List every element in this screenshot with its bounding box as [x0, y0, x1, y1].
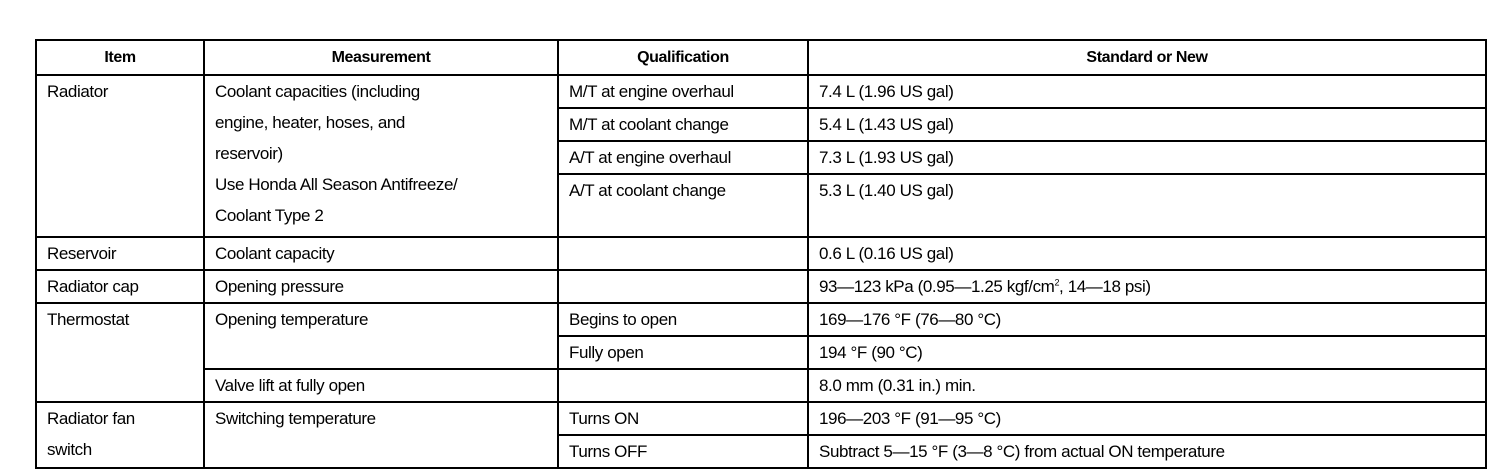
table-row — [36, 270, 1486, 303]
table-row — [36, 303, 1486, 336]
header-item: Item — [36, 40, 204, 75]
qualification-cell: M/T at engine overhaul — [558, 75, 808, 108]
measurement-cell: Coolant capacity — [204, 237, 558, 270]
header-standard: Standard or New — [808, 40, 1486, 75]
header-row — [36, 40, 1486, 75]
item-cell: Thermostat — [36, 303, 204, 402]
standard-cell: 194 °F (90 °C) — [808, 336, 1486, 369]
standard-cell: 5.4 L (1.43 US gal) — [808, 108, 1486, 141]
standard-cell: 8.0 mm (0.31 in.) min. — [808, 369, 1486, 402]
item-cell: Radiator — [36, 75, 204, 237]
table-row — [36, 369, 1486, 402]
qualification-cell: Turns ON — [558, 402, 808, 435]
item-cell: Radiator cap — [36, 270, 204, 303]
standard-cell: 7.3 L (1.93 US gal) — [808, 141, 1486, 174]
item-cell: Reservoir — [36, 237, 204, 270]
measurement-line: engine, heater, hoses, and — [215, 113, 405, 132]
qualification-cell — [558, 369, 808, 402]
measurement-cell: Opening temperature — [204, 303, 558, 369]
header-measurement: Measurement — [204, 40, 558, 75]
item-line: Radiator fan — [47, 409, 135, 428]
qualification-cell: M/T at coolant change — [558, 108, 808, 141]
measurement-line: reservoir) — [215, 144, 283, 163]
standard-cell: 7.4 L (1.96 US gal) — [808, 75, 1486, 108]
qualification-cell — [558, 270, 808, 303]
measurement-line: Coolant capacities (including — [215, 82, 420, 101]
standard-text: , 14—18 psi) — [1059, 277, 1151, 296]
measurement-line: Use Honda All Season Antifreeze/ — [215, 175, 458, 194]
measurement-cell: Opening pressure — [204, 270, 558, 303]
qualification-cell: Fully open — [558, 336, 808, 369]
table-row — [36, 75, 1486, 108]
qualification-cell: A/T at engine overhaul — [558, 141, 808, 174]
standard-cell — [808, 270, 1486, 303]
qualification-cell: Turns OFF — [558, 435, 808, 468]
measurement-cell: Valve lift at fully open — [204, 369, 558, 402]
standard-cell: 196—203 °F (91—95 °C) — [808, 402, 1486, 435]
standard-cell: 5.3 L (1.40 US gal) — [808, 174, 1486, 237]
standard-cell: Subtract 5—15 °F (3—8 °C) from actual ON temperature — [808, 435, 1486, 468]
measurement-cell: Switching temperature — [204, 402, 558, 468]
standard-cell: 0.6 L (0.16 US gal) — [808, 237, 1486, 270]
standard-cell: 169—176 °F (76—80 °C) — [808, 303, 1486, 336]
measurement-line: Coolant Type 2 — [215, 206, 324, 225]
qualification-cell — [558, 237, 808, 270]
item-cell — [36, 402, 204, 468]
item-line: switch — [47, 440, 92, 459]
table-row — [36, 237, 1486, 270]
qualification-cell: A/T at coolant change — [558, 174, 808, 237]
measurement-cell — [204, 75, 558, 237]
qualification-cell: Begins to open — [558, 303, 808, 336]
standard-text: 93—123 kPa (0.95—1.25 kgf/cm — [819, 277, 1055, 296]
table-row — [36, 402, 1486, 435]
superscript: 2 — [1054, 277, 1060, 288]
header-qualification: Qualification — [558, 40, 808, 75]
specifications-table — [35, 39, 1487, 469]
